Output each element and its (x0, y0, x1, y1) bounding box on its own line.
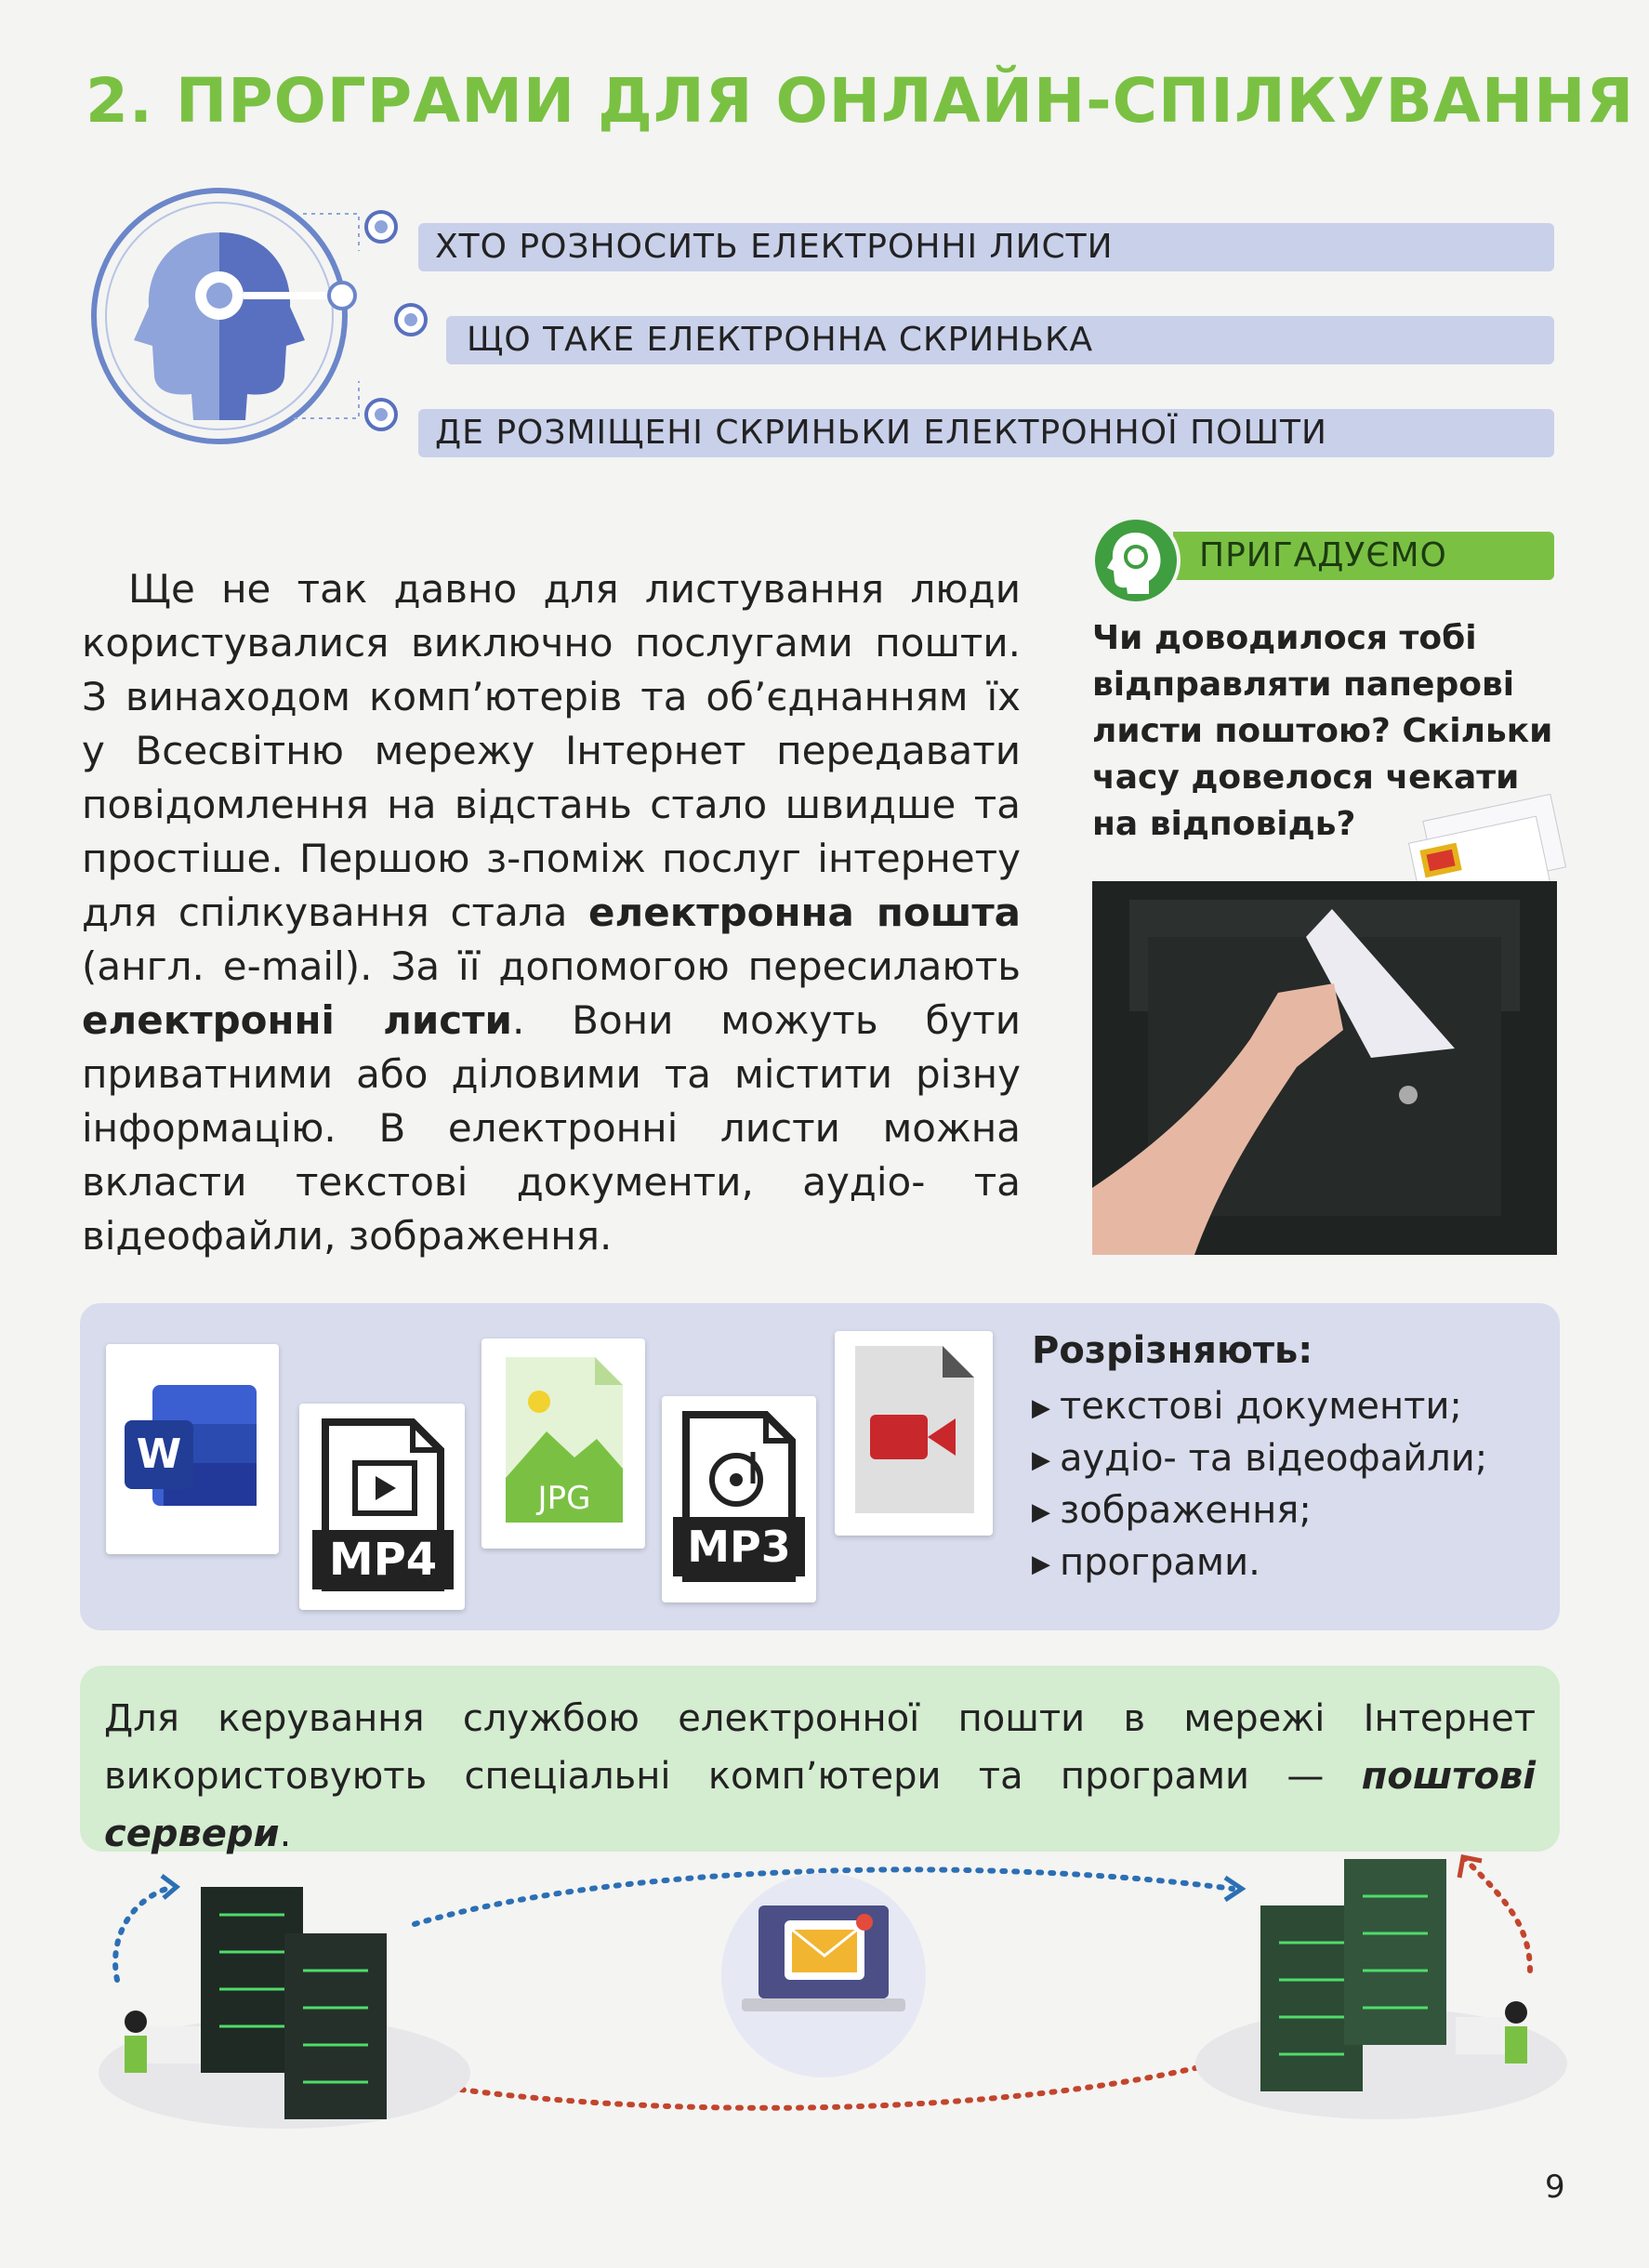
term-mail-servers: поштові сервери (104, 1755, 1536, 1855)
jpg-label: JPG (537, 1480, 591, 1517)
jpg-file-card (482, 1338, 645, 1549)
term-email: електронна пошта (588, 890, 1021, 935)
question-1: ХТО РОЗНОСИТЬ ЕЛЕКТРОННІ ЛИСТИ (435, 228, 1114, 266)
video-file-card (835, 1331, 993, 1536)
word-letter: W (136, 1431, 182, 1478)
kind-item: ▶ аудіо- та відеофайли; (1032, 1437, 1488, 1480)
mp4-label: MP4 (328, 1534, 438, 1586)
triangle-bullet-icon: ▶ (1032, 1394, 1050, 1422)
definition-text: Для керування службою електронної пошти в мережі Інтернет використовують спеціальні комп’ютери та програми — поштові сервери. (104, 1697, 1536, 1855)
question-2: ЩО ТАКЕ ЕЛЕКТРОННА СКРИНЬКА (467, 321, 1094, 359)
page-number: 9 (1545, 2169, 1565, 2206)
kind-item: ▶ зображення; (1032, 1489, 1312, 1532)
term-letters: електронні листи (82, 997, 512, 1043)
triangle-bullet-icon: ▶ (1032, 1498, 1050, 1526)
page-title: 2. ПРОГРАМИ ДЛЯ ОНЛАЙН-СПІЛКУВАННЯ (86, 65, 1635, 137)
triangle-bullet-icon: ▶ (1032, 1446, 1050, 1474)
mailbox-photo (1092, 881, 1557, 1255)
question-3: ДЕ РОЗМІЩЕНІ СКРИНЬКИ ЕЛЕКТРОННОЇ ПОШТИ (435, 414, 1327, 452)
remember-question: Чи доводилося тобі відправляти паперові листи поштою? Скільки часу довелося чекати на відповідь? (1092, 619, 1553, 843)
kinds-heading: Розрізняють: (1032, 1329, 1313, 1372)
word-file-card (106, 1344, 279, 1554)
target-bullet-icon (353, 394, 409, 450)
mp3-label: MP3 (687, 1522, 791, 1572)
head-refresh-icon (1091, 516, 1181, 605)
remember-label: ПРИГАДУЄМО (1199, 536, 1447, 574)
target-bullet-icon (353, 206, 409, 262)
kind-item: ▶ текстові документи; (1032, 1385, 1462, 1428)
mp3-file-card (662, 1396, 816, 1602)
triangle-bullet-icon: ▶ (1032, 1550, 1050, 1578)
mp4-file-card (299, 1404, 465, 1610)
body-paragraph: Ще не так давно для листування люди користувалися виключно послугами пошти. З винаходом комп’ютерів та об’єднанням їх у Всесвітню мережу Інтернет передавати повідомлення на відстань стало швидше та простіше. Першою з-поміж послуг інтернету для спілкування стала електронна пошта (англ. e-mail). За її допомогою пересилають електронні листи. Вони можуть бути приватними або діловими та містити різну інформацію. В електронні листи можна вкласти текстові документи, аудіо- та відеофайли, зображення. (82, 566, 1021, 1259)
kind-item: ▶ програми. (1032, 1541, 1260, 1584)
mail-server-illustration (80, 1840, 1567, 2147)
video-icon (835, 1331, 993, 1536)
target-bullet-icon (389, 299, 444, 355)
